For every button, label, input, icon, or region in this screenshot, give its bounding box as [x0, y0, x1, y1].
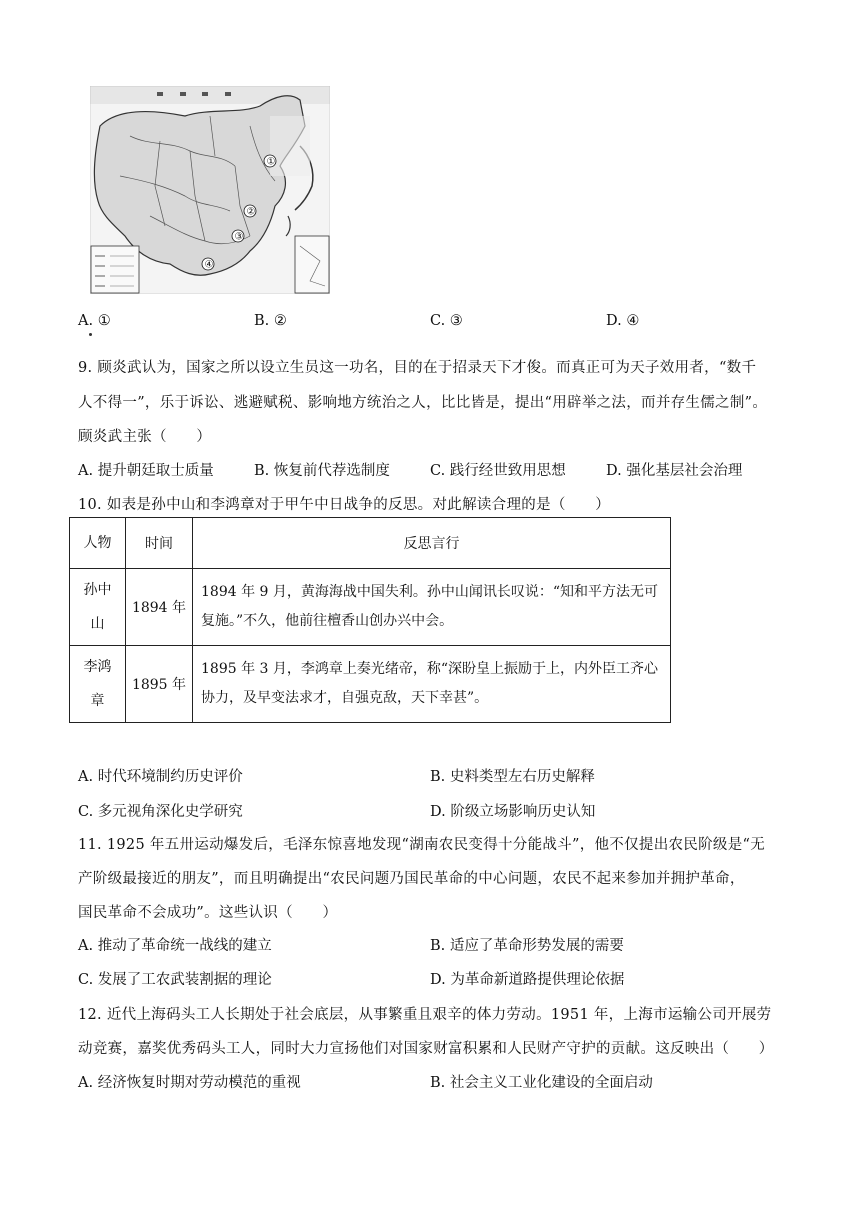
- q8-option-d[interactable]: D. ④: [606, 313, 640, 329]
- row-1-person: 孙中山: [70, 569, 126, 646]
- table-row: [70, 569, 671, 646]
- q11-option-b[interactable]: B. 适应了革命形势发展的需要: [430, 938, 624, 954]
- reflection-table: [69, 517, 671, 723]
- map-inset: [295, 236, 329, 293]
- q9-stem-line-2: 人不得一”，乐于诉讼、逃避赋税、影响地方统治之人，比比皆是，提出“用辟举之法，而并存生儒之制”。: [78, 395, 768, 411]
- q11-option-a[interactable]: A. 推动了革命统一战线的建立: [78, 938, 272, 954]
- row-2-person: 李鸿章: [70, 646, 126, 723]
- q12-option-b[interactable]: B. 社会主义工业化建设的全面启动: [430, 1075, 653, 1091]
- q8-option-b[interactable]: B. ②: [254, 313, 287, 329]
- header-person: 人物: [70, 518, 126, 569]
- historical-map-figure: [90, 86, 330, 294]
- q9-stem-line-3: 顾炎武主张（ ）: [78, 429, 212, 445]
- q11-stem-line-2: 产阶级最接近的朋友”，而且明确提出“农民问题乃国民革命的中心问题，农民不起来参加并拥护革命，: [78, 871, 745, 887]
- q12-option-a[interactable]: A. 经济恢复时期对劳动模范的重视: [78, 1075, 301, 1091]
- q9-stem-line-1: 9. 顾炎武认为，国家之所以设立生员这一功名，目的在于招录天下才俊。而真正可为天子效用者，“数千: [78, 360, 757, 376]
- row-1-reflection: 1894 年 9 月，黄海海战中国失利。孙中山闻讯长叹说：“知和平方法无可复施。”不久，他前往檀香山创办兴中会。: [193, 569, 671, 646]
- q10-option-d[interactable]: D. 阶级立场影响历史认知: [430, 804, 596, 820]
- q8-option-a[interactable]: A. ①: [78, 313, 111, 329]
- q9-option-d[interactable]: D. 强化基层社会治理: [606, 463, 743, 479]
- q11-option-d[interactable]: D. 为革命新道路提供理论依据: [430, 972, 625, 988]
- q9-option-b[interactable]: B. 恢复前代荐选制度: [254, 463, 390, 479]
- q10-option-a[interactable]: A. 时代环境制约历史评价: [78, 769, 243, 785]
- row-1-time: 1894 年: [126, 569, 193, 646]
- row-2-reflection: 1895 年 3 月，李鸿章上奏光绪帝，称“深盼皇上振励于上，内外臣工齐心协力，及早变法求才，自强克敌，天下幸甚”。: [193, 646, 671, 723]
- map-marker-4: ④: [204, 259, 214, 271]
- header-time: 时间: [126, 518, 193, 569]
- q12-stem-line-1: 12. 近代上海码头工人长期处于社会底层，从事繁重且艰辛的体力劳动。1951 年，上海市运输公司开展劳: [78, 1007, 772, 1023]
- q10-stem: 10. 如表是孙中山和李鸿章对于甲午中日战争的反思。对此解读合理的是（ ）: [78, 497, 611, 513]
- q11-stem-line-1: 11. 1925 年五卅运动爆发后，毛泽东惊喜地发现“湖南农民变得十分能战斗”，他不仅提出农民阶级是“无: [78, 837, 766, 853]
- q9-option-a[interactable]: A. 提升朝廷取士质量: [78, 463, 214, 479]
- q10-option-b[interactable]: B. 史料类型左右历史解释: [430, 769, 595, 785]
- emphasis-dot: [89, 333, 92, 336]
- q9-option-c[interactable]: C. 践行经世致用思想: [430, 463, 566, 479]
- table-header-row: [70, 518, 671, 569]
- q8-option-c[interactable]: C. ③: [430, 313, 463, 329]
- map-marker-2: ②: [246, 206, 256, 218]
- q11-stem-line-3: 国民革命不会成功”。这些认识（ ）: [78, 905, 338, 921]
- map-marker-3: ③: [234, 231, 244, 243]
- q11-option-c[interactable]: C. 发展了工农武装割据的理论: [78, 972, 272, 988]
- map-marker-1: ①: [266, 156, 276, 168]
- row-2-time: 1895 年: [126, 646, 193, 723]
- header-reflection: 反思言行: [193, 518, 671, 569]
- table-row: [70, 646, 671, 723]
- q12-stem-line-2: 动竞赛，嘉奖优秀码头工人，同时大力宣扬他们对国家财富积累和人民财产守护的贡献。这反映出（ ）: [78, 1041, 774, 1057]
- china-map-image: [90, 86, 330, 294]
- q10-option-c[interactable]: C. 多元视角深化史学研究: [78, 804, 243, 820]
